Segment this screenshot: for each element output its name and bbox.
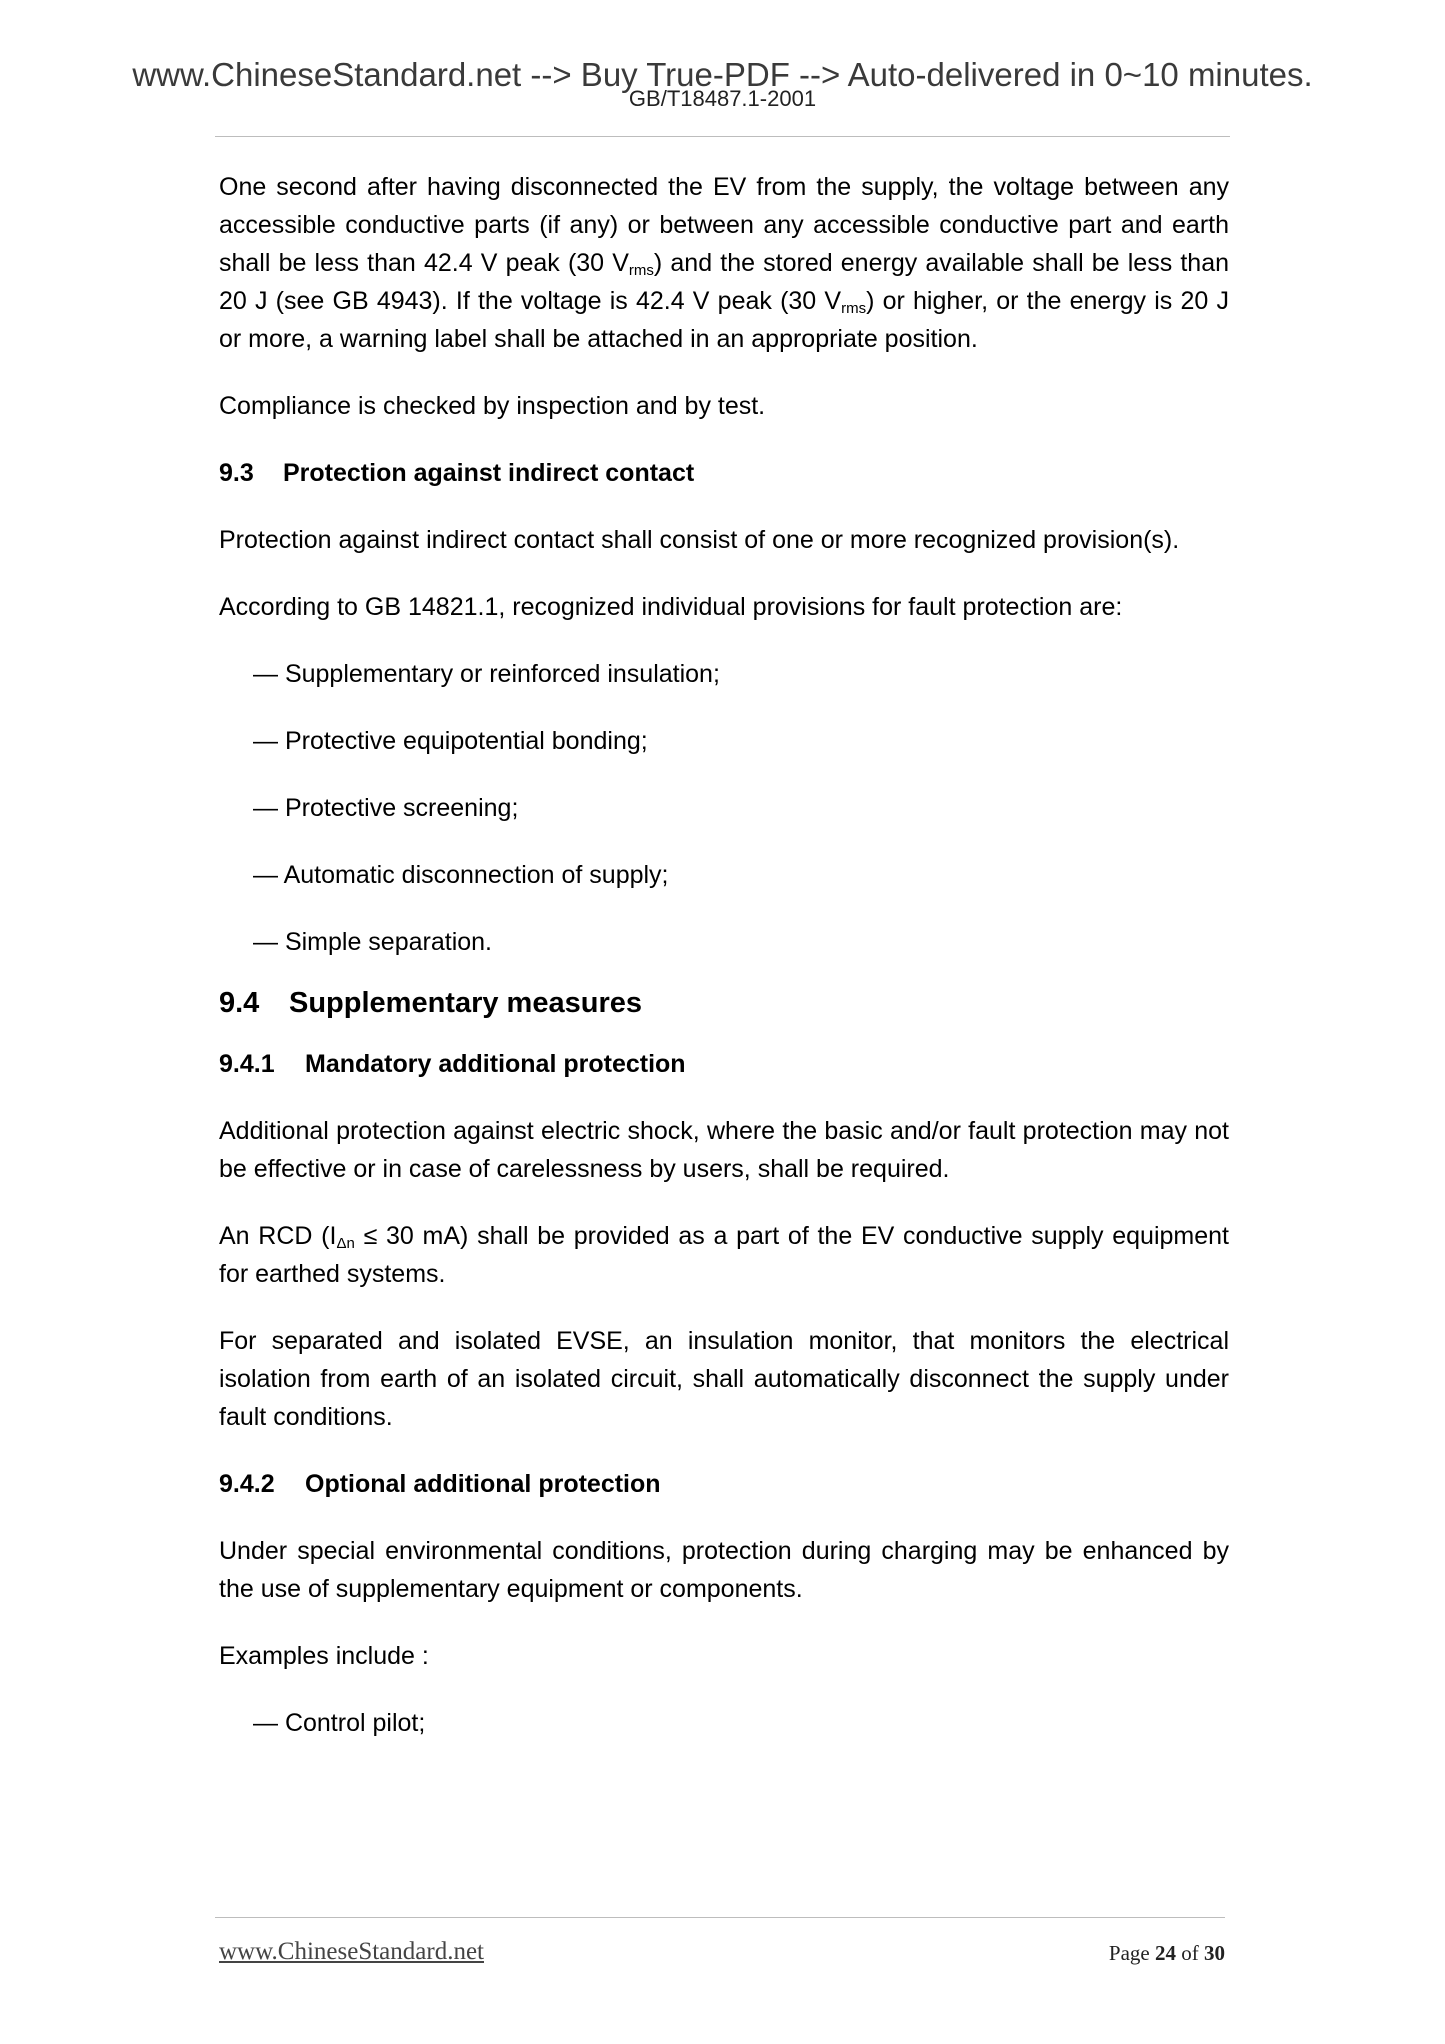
section-heading-9-3: 9.3 Protection against indirect contact xyxy=(219,459,695,487)
site-banner[interactable]: www.ChineseStandard.net --> Buy True-PDF --> Auto-delivered in 0~10 minutes. xyxy=(132,56,1313,93)
document-id: GB/T18487.1-2001 xyxy=(628,86,817,111)
paragraph-disconnect-voltage: One second after having disconnected the EV from the supply, the voltage between any accessible conductive parts (if any) or between any accessible conductive part and earth shall be less than 42.4 V peak (30 $V_{rms}$) and the stored energy available shall be less than 20 J (see GB 4943). If the voltage is 42.4 V peak (30 $V_{rms}$) or higher, or the energy is 20 J or more, a warning label shall be attached in an appropriate position. xyxy=(219,173,1229,353)
paragraph-recognized-provisions: According to GB 14821.1, recognized individual provisions for fault protection are: xyxy=(219,593,1123,621)
paragraph-additional-protection: Additional protection against electric shock, where the basic and/or fault protection may not be effective or in case of carelessness by users, shall be required. xyxy=(219,1117,1229,1183)
paragraph-rcd: An RCD ($I_{\Delta n} \le 30$ mA) shall be provided as a part of the EV conductive supply equipment for earthed systems. xyxy=(219,1222,1230,1288)
list-item: — Protective equipotential bonding; xyxy=(253,727,648,755)
footer-website-link[interactable]: www.ChineseStandard.net xyxy=(219,1938,484,1965)
examples-list xyxy=(219,1704,1229,1742)
header-divider xyxy=(215,136,1230,137)
footer-divider xyxy=(215,1917,1225,1918)
paragraph-examples: Examples include : xyxy=(219,1642,429,1670)
list-item: — Control pilot; xyxy=(253,1709,426,1737)
section-heading-9-4-1: 9.4.1 Mandatory additional protection xyxy=(219,1050,686,1078)
page-number: Page 24 of 30 xyxy=(1108,1941,1225,1965)
paragraph-special-conditions: Under special environmental conditions, protection during charging may be enhanced by the use of supplementary equipment or components. xyxy=(219,1537,1229,1603)
section-heading-9-4-2: 9.4.2 Optional additional protection xyxy=(219,1470,661,1498)
list-item: — Protective screening; xyxy=(253,794,519,822)
paragraph-indirect-contact: Protection against indirect contact shall consist of one or more recognized provision(s). xyxy=(219,526,1180,554)
section-heading-9-4: 9.4 Supplementary measures xyxy=(219,987,642,1019)
fault-protection-list xyxy=(219,655,1229,961)
list-item: — Supplementary or reinforced insulation; xyxy=(253,660,720,688)
paragraph-compliance: Compliance is checked by inspection and by test. xyxy=(219,392,766,420)
list-item: — Simple separation. xyxy=(253,928,493,956)
list-item: — Automatic disconnection of supply; xyxy=(253,861,669,889)
page-body xyxy=(219,168,1229,1771)
paragraph-insulation-monitor: For separated and isolated EVSE, an insulation monitor, that monitors the electrical isolation from earth of an isolated circuit, shall automatically disconnect the supply under fault conditions. xyxy=(219,1327,1229,1431)
